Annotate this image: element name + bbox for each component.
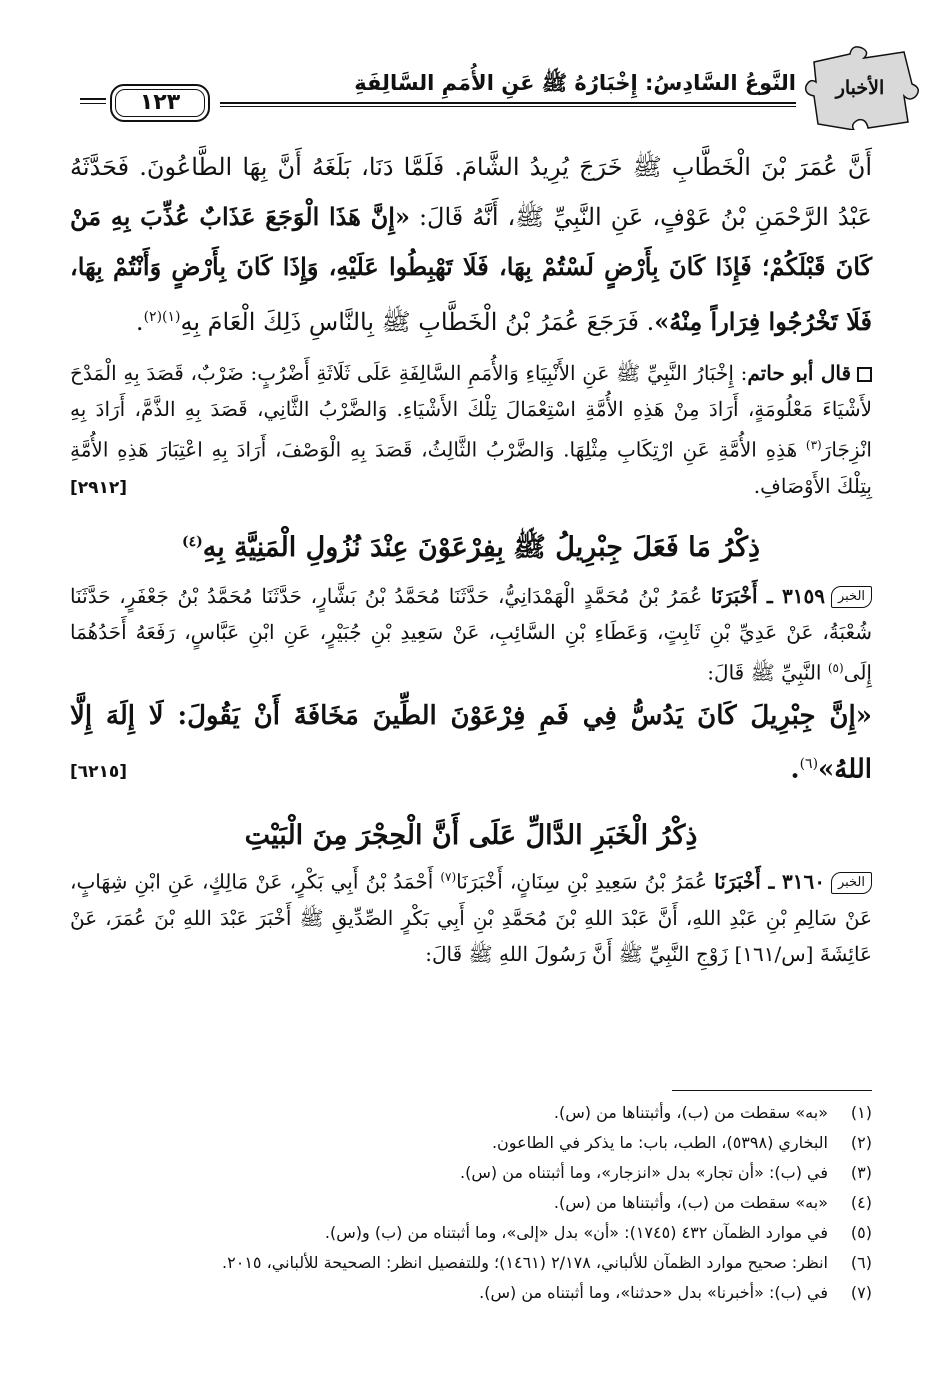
footnote-number: (٤) [850, 1193, 872, 1212]
section-heading [70, 820, 872, 851]
footnote-mark[interactable]: (٣) [805, 438, 822, 452]
footnote-number: (٧) [850, 1283, 872, 1302]
hadith-3159-isnad [70, 578, 872, 691]
footnote-text: «به» سقطت من (ب)، وأثبتناها من (س). [553, 1103, 828, 1122]
footnote-number: (٥) [850, 1223, 872, 1242]
header-rule-thin [220, 106, 796, 107]
isnad-text: عُمَرُ بْنُ سَعِيدِ بْنِ سِنَانٍ، أَخْبَرَنَا [456, 869, 715, 894]
section-heading [70, 530, 872, 570]
abu-hatim-note [70, 355, 872, 504]
main-content [70, 142, 872, 972]
hadith-3160-isnad [70, 859, 872, 972]
reference-number: [٦٢١٥] [70, 762, 128, 783]
footnote-item [70, 1128, 872, 1158]
footnote-text: انظر: صحيح موارد الظمآن للألباني، ٢/١٧٨ (١٤٦١)؛ وللتفصيل انظر: الصحيحة للألباني، ٢٠١٥. [222, 1253, 828, 1272]
footnote-item [70, 1218, 872, 1248]
isnad-text-2: أَحْمَدُ بْنُ أَبِي بَكْرٍ، عَنْ مَالِكٍ، عَنِ ابْنِ شِهَابٍ، عَنْ سَالِمِ بْنِ عَبْدِ اللهِ، أَنَّ عَبْدَ اللهِ بْنَ مُحَمَّدِ بْنِ أَبِي بَكْرٍ الصِّدِّيقِ ﷺ أَخْبَرَ عَبْدَ اللهِ بْنَ عُمَرَ، عَنْ عَائِشَةَ [س/١٦١] زَوْجِ النَّبِيِّ ﷺ أَنَّ رَسُولَ اللهِ ﷺ قَالَ: [70, 869, 872, 966]
isnad-end: النَّبِيِّ ﷺ قَالَ: [707, 660, 828, 685]
running-title: النَّوعُ السَّادِسُ: إِخْبَارُهُ ﷺ عَنِ الأُمَمِ السَّالِفَةِ [354, 71, 796, 95]
isnad-text: عُمَرُ بْنُ مُحَمَّدٍ الْهَمْدَانِيُّ، حَدَّثَنَا مُحَمَّدُ بْنُ بَشَّارٍ، حَدَّثَنَا مُحَمَّدُ بْنُ جَعْفَرٍ، حَدَّثَنَا شُعْبَةُ، عَنْ عَدِيِّ بْنِ ثَابِتٍ، وَعَطَاءِ بْنِ السَّائِبِ، عَنْ سَعِيدِ بْنِ جُبَيْرٍ، عَنِ ابْنِ عَبَّاسٍ، رَفَعَهُ أَحَدُهُمَا إِلَى [70, 583, 872, 685]
abu-hatim-lead: قال أبو حاتم [747, 361, 851, 385]
opening-paragraph: أَنَّ عُمَرَ بْنَ الْخَطَّابِ ﷺ خَرَجَ يُرِيدُ الشَّامَ. فَلَمَّا دَنَا، بَلَغَهُ أَنَّ بِهَا الطَّاعُونَ. فَحَدَّثَهُ عَبْدُ الرَّحْمَنِ بْنُ عَوْفٍ، عَنِ النَّبِيِّ ﷺ، أَنَّهُ قَالَ: «إِنَّ هَذَا الْوَجَعَ عَذَابٌ عُذِّبَ بِهِ مَنْ كَانَ قَبْلَكُمْ؛ فَإِذَا كَانَ بِأَرْضٍ لَسْتُمْ بِهَا، فَلَا تَهْبِطُوا عَلَيْهِ، وَإِذَا كَانَ بِأَرْضٍ وَأَنْتُمْ بِهَا، فَلَا تَخْرُجُوا فِرَاراً مِنْهُ». فَرَجَعَ عُمَرُ بْنُ الْخَطَّابِ ﷺ بِالنَّاسِ ذَلِكَ الْعَامَ بِهِ$^{(١)(٢)}$. [70, 153, 873, 336]
footnote-mark[interactable]: (١)(٢) [143, 309, 181, 325]
hadith-number: ٣١٦٠ ـ أَخْبَرَنَا [714, 869, 825, 894]
footnote-mark[interactable]: (٦) [799, 756, 819, 773]
square-marker-icon [857, 367, 872, 382]
section-title-1: ذِكْرُ مَا فَعَلَ جِبْرِيلُ ﷺ بِفِرْعَوْنَ عِنْدَ نُزُولِ الْمَنِيَّةِ بِهِ [202, 531, 761, 563]
footnote-number: (٣) [850, 1163, 872, 1182]
opening-text: أَنَّ عُمَرَ بْنَ الْخَطَّابِ ﷺ خَرَجَ يُرِيدُ الشَّامَ. فَلَمَّا دَنَا، بَلَغَهُ أَنَّ بِهَا الطَّاعُونَ. فَحَدَّثَهُ عَبْدُ الرَّحْمَنِ بْنُ عَوْفٍ، عَنِ النَّبِيِّ ﷺ، أَنَّهُ قَالَ: [70, 153, 873, 231]
footnote-number: (٢) [850, 1133, 872, 1152]
footnote-text: في (ب): «أن تجار» بدل «انزجار»، وما أثبتناه من (س). [460, 1163, 828, 1182]
footnote-item [70, 1188, 872, 1218]
section-title-2: ذِكْرُ الْخَبَرِ الدَّالِّ عَلَى أَنَّ الْحِجْرَ مِنَ الْبَيْتِ [244, 819, 698, 851]
footnote-text: في موارد الظمآن ٤٣٢ (١٧٤٥): «أن» بدل «إلى»، وما أثبتناه من (ب) و(س). [324, 1223, 828, 1242]
khabar-badge-icon: الخبر [831, 586, 872, 608]
footnotes [70, 1098, 872, 1308]
reference-number: [٢٩١٢] [70, 477, 128, 498]
khabar-badge-icon: الخبر [831, 872, 872, 894]
footnote-item [70, 1158, 872, 1188]
number-rule-thin [80, 103, 106, 104]
footnote-item [70, 1278, 872, 1308]
matn-text: «إِنَّ جِبْرِيلَ كَانَ يَدُسُّ فِي فَمِ فِرْعَوْنَ الطِّينَ مَخَافَةَ أَنْ يَقُولَ: لَا إِلَهَ إِلَّا اللهُ» [70, 701, 872, 785]
footnote-item [70, 1248, 872, 1278]
footnote-mark[interactable]: (٥) [827, 660, 844, 675]
footnote-number: (١) [850, 1103, 872, 1122]
footnote-text: في (ب): «أخبرنا» بدل «حدثنا»، وما أثبتناه من (س). [479, 1283, 828, 1302]
header-rule [220, 102, 796, 104]
footnote-separator [672, 1090, 872, 1091]
footnote-text: «به» سقطت من (ب)، وأثبتناها من (س). [553, 1193, 828, 1212]
footnote-mark[interactable]: (٤) [181, 533, 203, 550]
hadith-number: ٣١٥٩ ـ أَخْبَرَنَا [710, 583, 825, 608]
opening-tail: . فَرَجَعَ عُمَرُ بْنُ الْخَطَّابِ ﷺ بِالنَّاسِ ذَلِكَ الْعَامَ بِهِ [180, 308, 655, 336]
page-number: ١٢٣ [110, 84, 210, 122]
footnote-mark[interactable]: (٧) [440, 869, 457, 884]
hadith-quote: «إِنَّ هَذَا الْوَجَعَ عَذَابٌ عُذِّبَ بِهِ مَنْ كَانَ قَبْلَكُمْ؛ فَإِذَا كَانَ بِأَرْضٍ لَسْتُمْ بِهَا، فَلَا تَهْبِطُوا عَلَيْهِ، وَإِذَا كَانَ بِأَرْضٍ وَأَنْتُمْ بِهَا، فَلَا تَخْرُجُوا فِرَاراً مِنْهُ» [70, 202, 873, 336]
section-tag: الأخبار [835, 77, 885, 99]
footnote-item [70, 1098, 872, 1128]
footnote-number: (٦) [850, 1253, 872, 1272]
abu-hatim-text-2: هَذِهِ الأُمَّةِ عَنِ ارْتِكَابِ مِثْلِهَا. وَالضَّرْبُ الثَّالِثُ، قَصَدَ بِهِ الْوَصْفَ، أَرَادَ بِهِ اعْتِبَارَ هَذِهِ الأُمَّةِ بِتِلْكَ الأَوْصَافِ. [70, 437, 872, 498]
hadith-3159-matn: «إِنَّ جِبْرِيلَ كَانَ يَدُسُّ فِي فَمِ فِرْعَوْنَ الطِّينَ مَخَافَةَ أَنْ يَقُولَ: لَا إِلَهَ إِلَّا اللهُ»$^{(٦)}$. [٦٢١٥] [70, 692, 872, 794]
puzzle-piece-icon [800, 44, 920, 130]
page-header [70, 40, 928, 130]
abu-hatim-text: : إِخْبَارُ النَّبِيِّ ﷺ عَنِ الأَنْبِيَاءِ وَالأُمَمِ السَّالِفَةِ عَلَى ثَلَاثَةِ أَضْرُبٍ: ضَرْبٌ، قَصَدَ بِهِ الْمَدْحَ لأَشْيَاءَ مَعْلُومَةٍ، أَرَادَ مِنْ هَذِهِ الأُمَّةِ اسْتِعْمَالَ تِلْكَ الأَشْيَاءِ. وَالضَّرْبُ الثَّانِي، قَصَدَ بِهِ الذَّمَّ، أَرَادَ بِهِ انْزِجَارَ [70, 361, 872, 462]
number-rule [80, 98, 106, 100]
footnote-text: البخاري (٥٣٩٨)، الطب، باب: ما يذكر في الطاعون. [491, 1133, 828, 1152]
